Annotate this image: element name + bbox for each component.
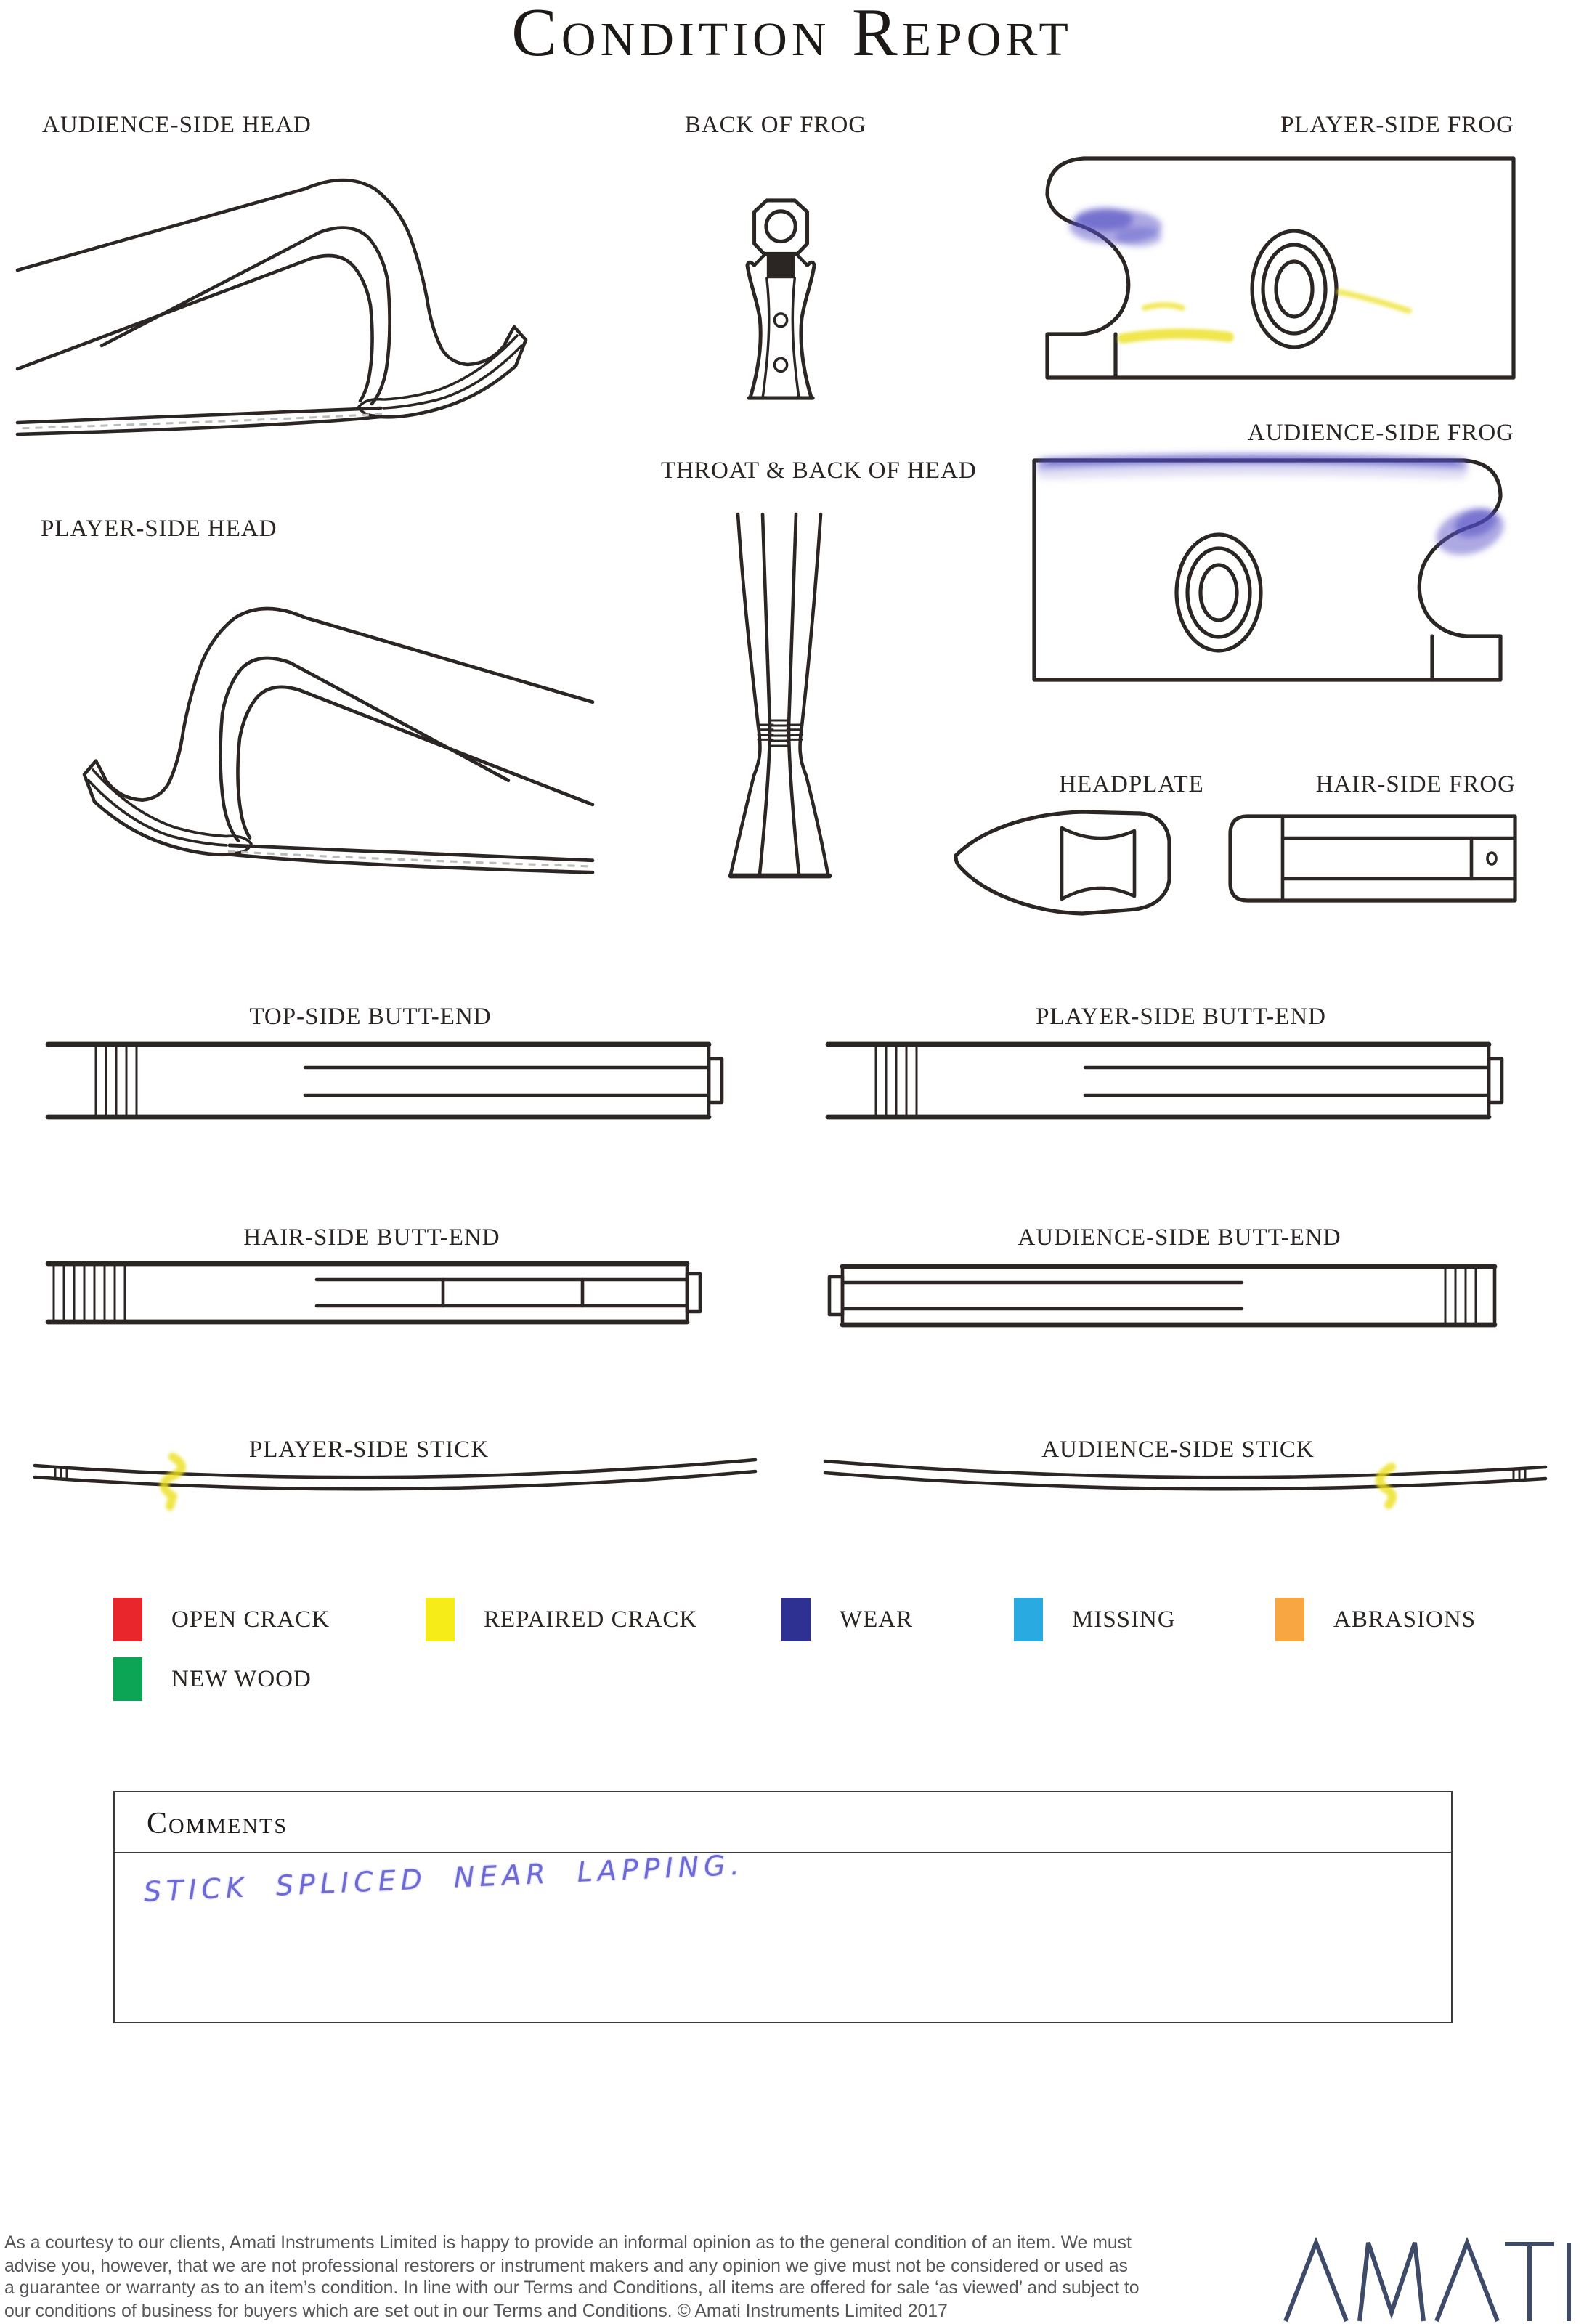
- legend-item-missing: [1014, 1598, 1176, 1641]
- missing-swatch: [1014, 1598, 1043, 1641]
- label-back-of-frog: BACK OF FROG: [684, 110, 867, 138]
- label-top-side-butt-end: TOP-SIDE BUTT-END: [249, 1002, 492, 1030]
- legend-label: NEW WOOD: [171, 1665, 312, 1692]
- label-audience-side-butt-end: AUDIENCE-SIDE BUTT-END: [1018, 1223, 1341, 1251]
- player-side-butt-end-drawing: [828, 1040, 1503, 1121]
- new-wood-swatch: [113, 1657, 142, 1701]
- label-audience-side-head: AUDIENCE-SIDE HEAD: [42, 110, 312, 138]
- legend-item-open-crack: [113, 1598, 330, 1641]
- comments-heading: Comments: [115, 1792, 1451, 1853]
- legend-item-repaired-crack: [426, 1598, 697, 1641]
- abrasions-swatch: [1275, 1598, 1304, 1641]
- legend-item-abrasions: [1275, 1598, 1476, 1641]
- legend-item-wear: [781, 1598, 913, 1641]
- audience-side-stick-drawing: [822, 1455, 1548, 1508]
- player-side-head-drawing: [36, 569, 596, 886]
- legend-label: WEAR: [840, 1605, 914, 1633]
- player-side-frog-drawing: [1028, 148, 1519, 389]
- hair-side-butt-end-drawing: [48, 1261, 716, 1325]
- handwritten-note: STICK SPLICED NEAR LAPPING.: [143, 1849, 745, 1909]
- disclaimer-line: As a courtesy to our clients, Amati Instruments Limited is happy to provide an informal opinion as to the general condition of an item. We must: [4, 2232, 1132, 2253]
- disclaimer-line: a guarantee or warranty as to an item’s condition. In line with our Terms and Conditions, all items are offered for sale ‘as viewed’ and subject to: [4, 2278, 1140, 2299]
- disclaimer-line: advise you, however, that we are not professional restorers or instrument makers and any opinion we give must not be considered or used as: [4, 2255, 1128, 2276]
- open-crack-swatch: [113, 1598, 142, 1641]
- label-headplate: HEADPLATE: [1059, 770, 1204, 797]
- label-player-side-frog: PLAYER-SIDE FROG: [1280, 110, 1514, 138]
- legend-item-new-wood: [113, 1657, 312, 1701]
- comments-box: [113, 1791, 1453, 2023]
- audience-side-butt-end-drawing: [829, 1264, 1506, 1328]
- label-throat-back-of-head: THROAT & BACK OF HEAD: [661, 456, 977, 484]
- amati-logo: [1284, 2240, 1575, 2324]
- legend-label: OPEN CRACK: [171, 1605, 330, 1633]
- label-player-side-butt-end: PLAYER-SIDE BUTT-END: [1036, 1002, 1326, 1030]
- back-of-frog-drawing: [729, 195, 834, 404]
- audience-side-frog-drawing: [1025, 450, 1519, 691]
- label-audience-side-stick: AUDIENCE-SIDE STICK: [1041, 1435, 1315, 1463]
- hair-side-frog-drawing: [1227, 813, 1521, 903]
- audience-side-head-drawing: [15, 142, 574, 447]
- label-player-side-head: PLAYER-SIDE HEAD: [41, 514, 277, 542]
- label-hair-side-butt-end: HAIR-SIDE BUTT-END: [243, 1223, 500, 1251]
- label-hair-side-frog: HAIR-SIDE FROG: [1315, 770, 1516, 797]
- label-player-side-stick: PLAYER-SIDE STICK: [248, 1435, 490, 1463]
- repaired-crack-swatch: [426, 1598, 455, 1641]
- label-audience-side-frog: AUDIENCE-SIDE FROG: [1247, 418, 1514, 446]
- legend-label: REPAIRED CRACK: [484, 1605, 698, 1633]
- throat-hatch-marks: [758, 720, 802, 746]
- wear-mark: [1069, 208, 1162, 247]
- throat-back-of-head-drawing: [723, 511, 837, 882]
- disclaimer-line: our conditions of business for buyers which are set out in our Terms and Conditions. © Amati Instruments Limited 2017: [4, 2300, 948, 2321]
- wear-swatch: [781, 1598, 811, 1641]
- top-side-butt-end-drawing: [48, 1040, 723, 1121]
- repaired-crack-mark: [164, 1457, 182, 1506]
- legend-label: MISSING: [1072, 1605, 1176, 1633]
- headplate-drawing: [951, 808, 1178, 918]
- disclaimer: [4, 2232, 1140, 2323]
- wear-mark: [1043, 459, 1510, 563]
- legend-label: ABRASIONS: [1333, 1605, 1477, 1633]
- player-side-stick-drawing: [32, 1455, 758, 1508]
- page-title: Condition Report: [511, 0, 1073, 71]
